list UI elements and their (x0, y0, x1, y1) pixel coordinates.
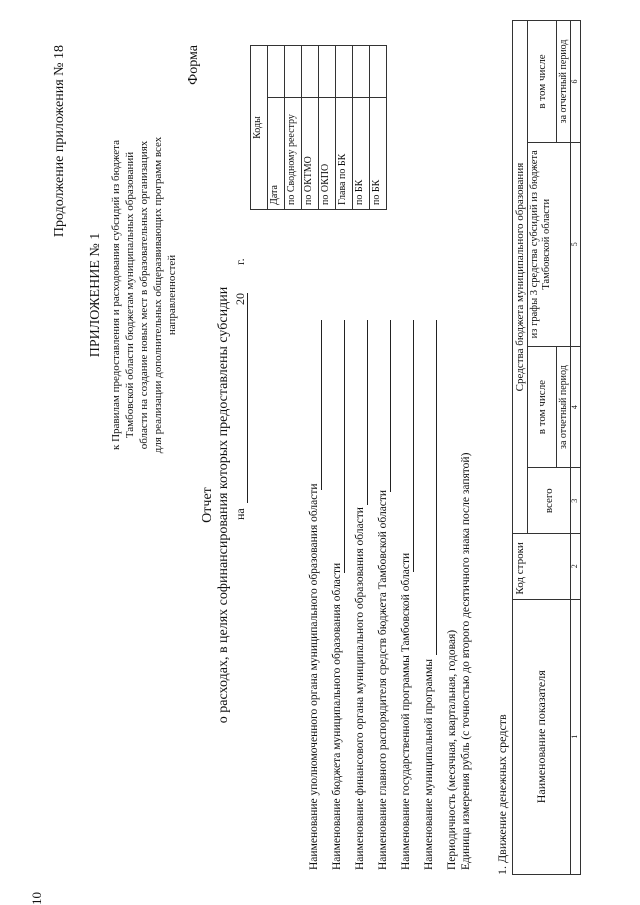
code-value[interactable] (268, 46, 285, 98)
field-line[interactable] (436, 320, 437, 655)
code-value[interactable] (285, 46, 302, 98)
field-line[interactable] (390, 320, 391, 492)
form-label: Форма (186, 45, 201, 85)
col-number: 6 (571, 21, 581, 143)
codes-label-oktmo: по ОКТМО (302, 98, 319, 210)
field-line[interactable] (321, 320, 322, 490)
subtitle-line-1: к Правилам предоставления и расходования субсидий из бюджета (110, 140, 122, 450)
field-line[interactable] (367, 320, 368, 505)
subtitle-line-2: Тамбовской области бюджетам муниципальных образований (124, 151, 136, 439)
code-value[interactable] (370, 46, 387, 98)
code-value[interactable] (319, 46, 336, 98)
col-code-header: Код строки (513, 534, 571, 600)
col-period-header: за отчетный период (557, 346, 571, 468)
date-suffix: г. (233, 258, 247, 265)
date-prefix: на (233, 508, 247, 520)
col-number: 4 (571, 346, 581, 468)
codes-label-bk: по БК (370, 98, 387, 210)
field-label: Периодичность (месячная, квартальная, годовая) (446, 629, 458, 870)
section-title: 1. Движение денежных средств (495, 714, 509, 875)
col-from3-header: из графы 3 средства субсидий из бюджета Тамбовской области (528, 142, 571, 346)
code-value[interactable] (302, 46, 319, 98)
codes-table (250, 45, 387, 210)
page-number: 10 (29, 892, 44, 905)
report-title: Отчет (200, 487, 215, 523)
col-number: 2 (571, 534, 581, 600)
subtitle-line-3: области на создание новых мест в образовательных организациях (138, 140, 150, 450)
code-value[interactable] (353, 46, 370, 98)
codes-label-date: Дата (268, 98, 285, 210)
codes-label-registry: по Сводному реестру (285, 98, 302, 210)
field-label: Наименование главного распорядителя средств бюджета Тамбовской области (377, 489, 389, 870)
codes-label-bk: по БК (353, 98, 370, 210)
col-including2-header: в том числе (528, 21, 557, 143)
subtitle-line-4: для реализации дополнительных общеразвивающих программ всех (152, 136, 164, 454)
col-indicator-header: Наименование показателя (513, 599, 571, 874)
report-subtitle: о расходах, в целях софинансирования которых предоставлены субсидии (216, 286, 231, 724)
col-number: 3 (571, 468, 581, 534)
subtitle-line-5: направленностей (166, 254, 178, 336)
code-value[interactable] (336, 46, 353, 98)
field-line[interactable] (344, 320, 345, 573)
col-period2-header: за отчетный период (557, 21, 571, 143)
field-label: Наименование бюджета муниципального образования области (331, 562, 343, 870)
field-label: Наименование государственной программы Тамбовской области (400, 552, 412, 870)
date-year: 20 (233, 293, 247, 305)
field-label: Наименование финансового органа муниципального образования области (354, 507, 366, 870)
appendix-title: ПРИЛОЖЕНИЕ № 1 (88, 232, 103, 358)
col-number: 1 (571, 599, 581, 874)
field-line[interactable] (413, 320, 414, 572)
codes-label-head-bk: Глава по БК (336, 98, 353, 210)
col-number: 5 (571, 142, 581, 346)
field-label: Наименование муниципальной программы (423, 659, 435, 870)
date-line (247, 293, 248, 503)
codes-header: Коды (251, 46, 268, 210)
codes-label-okpo: по ОКПО (319, 98, 336, 210)
col-including-header: в том числе (528, 346, 557, 468)
money-flow-table (512, 20, 581, 875)
group-header: Средства бюджета муниципального образования (513, 21, 528, 534)
field-label: Единица измерения рубль (с точностью до второго десятичного знака после запятой) (460, 452, 472, 870)
appendix-ref: Продолжение приложения № 18 (52, 45, 67, 238)
field-label: Наименование уполномоченного органа муниципального образования области (308, 483, 320, 870)
col-total-header: всего (528, 468, 571, 534)
